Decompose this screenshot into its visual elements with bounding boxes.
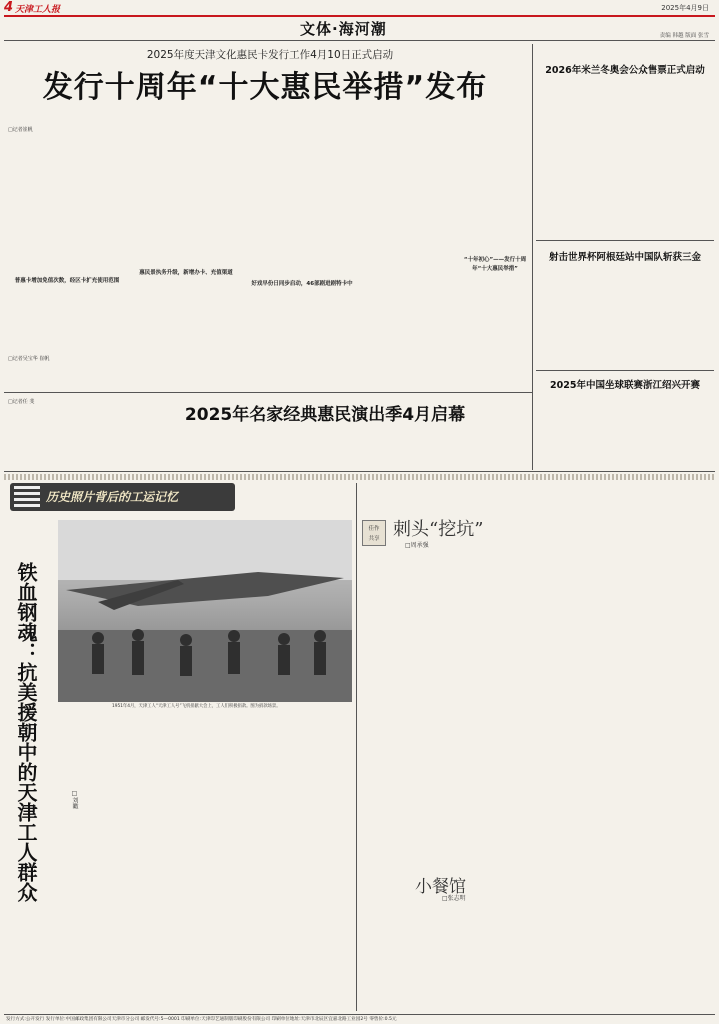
issue-date: 2025年4月9日: [661, 4, 709, 12]
editors-credit: 责编 韩越 版面 张雪: [659, 33, 709, 39]
footer-line: 发行方式:公开发行 发行单位:中国邮政集团有限公司天津市分公司 邮发代号:5—0001 印刷单位:天津印艺通制版印刷股份有限公司 印刷单位地址:天津市北辰区宜嘉北路工业园2号 零售价:0.5元: [6, 1017, 397, 1022]
column-author: □周承强: [405, 542, 429, 549]
column-body-right: [540, 484, 714, 868]
history-body-col2: [202, 716, 276, 1016]
lead-body-col1c: [8, 362, 126, 388]
lower-section-band: [4, 474, 715, 480]
concert-body: [8, 428, 528, 468]
concert-headline: 2025年名家经典惠民演出季4月启幕: [184, 405, 466, 425]
lead-body-col5b: [362, 278, 528, 338]
sidebar-headline-1: 2026年米兰冬奥会公众售票正式启动: [545, 65, 705, 76]
lead-sidebar-divider: [532, 44, 533, 470]
essay-title: 小餐馆: [415, 877, 466, 897]
lead-side-title: “十年初心”——发行十周年“十大惠民举措”: [463, 257, 527, 272]
history-title: 铁血钢魂：抗美援朝中的天津工人群众: [14, 562, 38, 902]
page-number: 4: [4, 0, 14, 15]
lead-subhead-1: 普惠卡增加免值次数，经区卡扩充使用范围: [14, 278, 120, 284]
essay-author: □张志明: [442, 895, 466, 902]
lead-headline: 发行十周年“十大惠民举措”发布: [42, 70, 488, 105]
history-banner: [10, 483, 235, 511]
lead-body-col1b: [8, 290, 126, 352]
lead-body-col4: [362, 126, 458, 238]
essay-body-right: [540, 872, 714, 1013]
lead-byline: □记者崔帆: [8, 127, 33, 133]
masthead-rule: [4, 15, 715, 17]
lead-body-col2b: [130, 282, 242, 337]
column-label-bottom: 共享: [368, 536, 380, 542]
history-banner-title: 历史照片背后的工运记忆: [46, 490, 179, 504]
sidebar-headline-3: 2025年中国坐球联赛浙江绍兴开赛: [550, 380, 700, 391]
film-strip-icon: [14, 486, 40, 508]
lower-column-divider: [356, 483, 357, 1011]
sidebar-body-3: [536, 395, 714, 467]
lower-section-rule: [4, 471, 715, 472]
sidebar-rule-1: [536, 240, 714, 241]
sidebar-body-2: [536, 268, 714, 366]
concert-rule-top: [4, 392, 532, 393]
history-body-col1: [100, 716, 198, 1016]
lead-kicker: 2025年度天津文化惠民卡发行工作4月10日正式启动: [146, 49, 394, 61]
masthead: [0, 0, 719, 16]
column-title: 刺头“挖坑”: [393, 519, 484, 540]
footer-rule: [4, 1014, 715, 1015]
lead-body-col3: [246, 126, 358, 276]
sidebar-headline-2: 射击世界杯阿根廷站中国队斩获三金: [548, 252, 701, 263]
lead-body-col3b: [246, 300, 358, 340]
history-photo: [58, 520, 352, 702]
sidebar-rule-2: [536, 370, 714, 371]
lead-body-col2: [130, 126, 242, 264]
section-rule: [4, 40, 715, 41]
lead-subhead-3: 好戏早份日同步启动，46部剧进剧特卡中: [251, 281, 353, 287]
lead-body-col5: [462, 126, 528, 238]
lead-body-col1: [8, 133, 126, 271]
aircraft-ceremony-photo: [58, 520, 352, 702]
concert-byline: □记者任 斐: [8, 399, 35, 405]
column-label-badge: [362, 520, 386, 546]
history-body-col3: [280, 716, 352, 1016]
lead-byline-2: □记者吴宝华 崔帆: [8, 356, 50, 362]
section-title: 文体·海河潮: [300, 20, 387, 38]
history-photo-caption: 1951年4月，天津工人“天津工人号”飞机捐献大会上，工人们积极捐款。图为捐款场景。: [112, 704, 281, 709]
sidebar-body-1: [536, 82, 714, 236]
paper-name: 天津工人报: [15, 5, 61, 15]
lead-subhead-2: 惠民景执务升级，新增办卡、充值渠道: [139, 270, 233, 276]
essay-body-left: [362, 905, 534, 1013]
column-body-left: [362, 552, 534, 868]
history-author: □刘瞰: [71, 790, 78, 809]
column-label-top: 佳作: [368, 526, 380, 532]
